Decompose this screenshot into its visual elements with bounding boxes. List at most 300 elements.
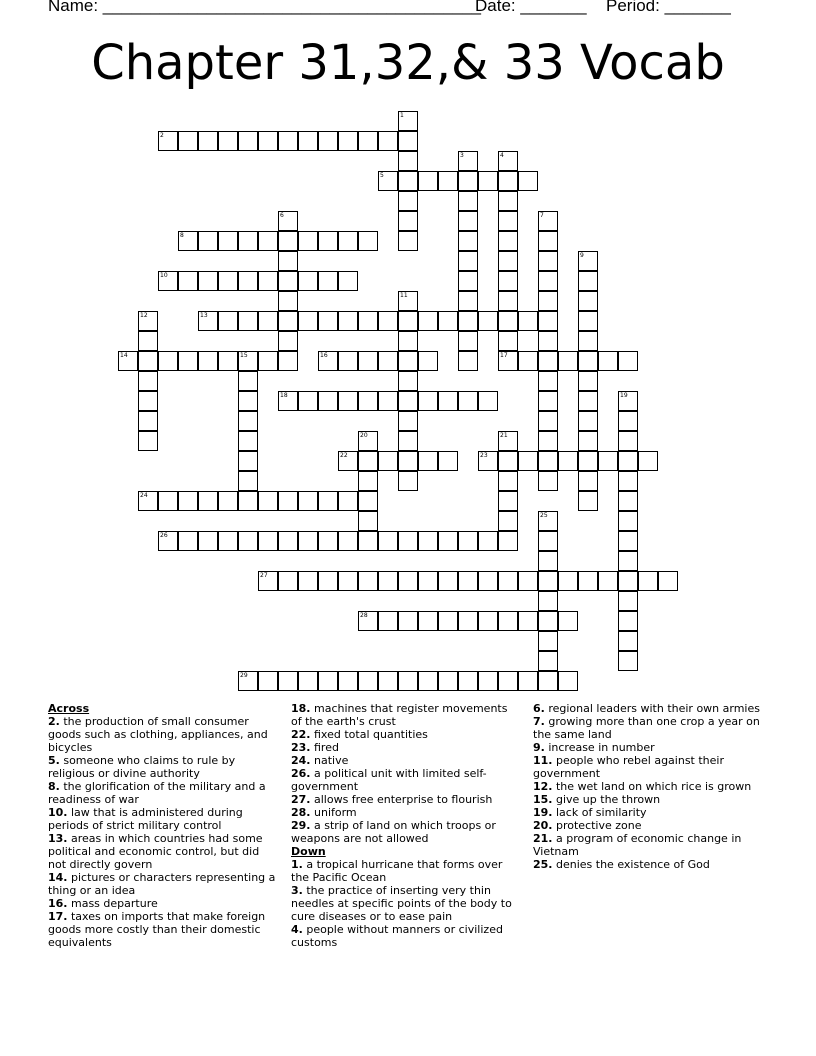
grid-cell[interactable] (378, 391, 398, 411)
grid-cell[interactable] (318, 271, 338, 291)
grid-cell[interactable] (198, 531, 218, 551)
grid-cell[interactable] (578, 291, 598, 311)
grid-cell[interactable] (538, 571, 558, 591)
clue-text: the practice of inserting very thin needles at specific points of the body to cure diseases or to ease pain (291, 884, 512, 923)
grid-cell[interactable] (538, 531, 558, 551)
grid-cell[interactable] (618, 391, 638, 411)
grid-cell[interactable] (158, 351, 178, 371)
grid-cell[interactable] (578, 571, 598, 591)
grid-cell[interactable] (618, 591, 638, 611)
grid-cell[interactable] (358, 451, 378, 471)
grid-cell[interactable] (238, 391, 258, 411)
grid-cell[interactable] (298, 311, 318, 331)
grid-cell[interactable] (338, 571, 358, 591)
period-field[interactable]: Period: _______ (606, 0, 731, 15)
grid-cell[interactable] (218, 311, 238, 331)
grid-cell[interactable] (578, 311, 598, 331)
grid-cell[interactable] (218, 491, 238, 511)
grid-cell[interactable] (578, 411, 598, 431)
grid-cell[interactable] (278, 351, 298, 371)
grid-cell[interactable] (378, 531, 398, 551)
grid-cell[interactable] (138, 391, 158, 411)
grid-cell[interactable] (318, 391, 338, 411)
clue-number: 1 (400, 112, 404, 119)
grid-cell[interactable] (518, 611, 538, 631)
grid-cell[interactable] (398, 131, 418, 151)
grid-cell[interactable] (398, 351, 418, 371)
down-clue (533, 741, 765, 754)
grid-cell[interactable] (498, 351, 518, 371)
grid-cell[interactable] (498, 451, 518, 471)
grid-cell[interactable] (138, 431, 158, 451)
grid-cell[interactable] (258, 311, 278, 331)
grid-cell[interactable] (278, 331, 298, 351)
grid-cell[interactable] (378, 171, 398, 191)
grid-cell[interactable] (178, 531, 198, 551)
grid-cell[interactable] (618, 571, 638, 591)
grid-cell[interactable] (478, 311, 498, 331)
grid-cell[interactable] (338, 391, 358, 411)
grid-cell[interactable] (138, 411, 158, 431)
grid-cell[interactable] (378, 351, 398, 371)
grid-cell[interactable] (458, 291, 478, 311)
grid-cell[interactable] (458, 191, 478, 211)
grid-cell[interactable] (218, 531, 238, 551)
grid-cell[interactable] (198, 351, 218, 371)
grid-cell[interactable] (398, 311, 418, 331)
clue-text: native (310, 754, 349, 767)
grid-cell[interactable] (518, 351, 538, 371)
grid-cell[interactable] (538, 671, 558, 691)
grid-cell[interactable] (538, 451, 558, 471)
grid-cell[interactable] (138, 491, 158, 511)
grid-cell[interactable] (518, 171, 538, 191)
grid-cell[interactable] (498, 211, 518, 231)
clue-text: people without manners or civilized customs (291, 923, 503, 949)
grid-cell[interactable] (358, 431, 378, 451)
grid-cell[interactable] (358, 311, 378, 331)
grid-cell[interactable] (278, 131, 298, 151)
grid-cell[interactable] (198, 131, 218, 151)
clue-label-number: 18. (291, 702, 311, 715)
grid-cell[interactable] (198, 311, 218, 331)
grid-cell[interactable] (538, 511, 558, 531)
grid-cell[interactable] (498, 431, 518, 451)
grid-cell[interactable] (238, 311, 258, 331)
grid-cell[interactable] (298, 571, 318, 591)
grid-cell[interactable] (618, 471, 638, 491)
grid-cell[interactable] (458, 271, 478, 291)
down-clue (291, 923, 521, 949)
grid-cell[interactable] (538, 391, 558, 411)
grid-cell[interactable] (278, 531, 298, 551)
grid-cell[interactable] (438, 391, 458, 411)
grid-cell[interactable] (338, 231, 358, 251)
grid-cell[interactable] (118, 351, 138, 371)
grid-cell[interactable] (558, 571, 578, 591)
grid-cell[interactable] (358, 571, 378, 591)
clue-label-number: 28. (291, 806, 311, 819)
grid-cell[interactable] (538, 611, 558, 631)
grid-cell[interactable] (618, 531, 638, 551)
grid-cell[interactable] (398, 411, 418, 431)
grid-cell[interactable] (358, 531, 378, 551)
grid-cell[interactable] (318, 311, 338, 331)
grid-cell[interactable] (538, 211, 558, 231)
grid-cell[interactable] (358, 231, 378, 251)
grid-cell[interactable] (498, 231, 518, 251)
clue-number: 15 (240, 352, 248, 359)
grid-cell[interactable] (578, 451, 598, 471)
grid-cell[interactable] (238, 351, 258, 371)
grid-cell[interactable] (278, 671, 298, 691)
grid-cell[interactable] (498, 171, 518, 191)
grid-cell[interactable] (618, 611, 638, 631)
grid-cell[interactable] (318, 671, 338, 691)
grid-cell[interactable] (498, 571, 518, 591)
grid-cell[interactable] (658, 571, 678, 591)
grid-cell[interactable] (238, 471, 258, 491)
grid-cell[interactable] (578, 491, 598, 511)
grid-cell[interactable] (378, 131, 398, 151)
grid-cell[interactable] (458, 171, 478, 191)
grid-cell[interactable] (418, 571, 438, 591)
grid-cell[interactable] (398, 471, 418, 491)
grid-cell[interactable] (438, 611, 458, 631)
grid-cell[interactable] (238, 451, 258, 471)
grid-cell[interactable] (498, 471, 518, 491)
grid-cell[interactable] (278, 491, 298, 511)
grid-cell[interactable] (618, 431, 638, 451)
grid-cell[interactable] (318, 231, 338, 251)
grid-cell[interactable] (378, 451, 398, 471)
grid-cell[interactable] (578, 471, 598, 491)
grid-cell[interactable] (458, 251, 478, 271)
clue-text: fixed total quantities (310, 728, 428, 741)
grid-cell[interactable] (538, 231, 558, 251)
grid-cell[interactable] (398, 391, 418, 411)
grid-cell[interactable] (398, 571, 418, 591)
grid-cell[interactable] (398, 371, 418, 391)
grid-cell[interactable] (498, 511, 518, 531)
grid-cell[interactable] (298, 391, 318, 411)
grid-cell[interactable] (138, 351, 158, 371)
grid-cell[interactable] (498, 491, 518, 511)
grid-cell[interactable] (358, 491, 378, 511)
grid-cell[interactable] (558, 671, 578, 691)
grid-cell[interactable] (298, 671, 318, 691)
grid-cell[interactable] (458, 391, 478, 411)
grid-cell[interactable] (618, 511, 638, 531)
grid-cell[interactable] (398, 431, 418, 451)
grid-cell[interactable] (578, 251, 598, 271)
grid-cell[interactable] (578, 431, 598, 451)
grid-cell[interactable] (298, 131, 318, 151)
grid-cell[interactable] (378, 671, 398, 691)
grid-cell[interactable] (578, 331, 598, 351)
grid-cell[interactable] (458, 671, 478, 691)
grid-cell[interactable] (158, 491, 178, 511)
grid-cell[interactable] (318, 531, 338, 551)
grid-cell[interactable] (178, 231, 198, 251)
clue-text: pictures or characters representing a thing or an idea (48, 871, 276, 897)
clue-number: 14 (120, 352, 128, 359)
grid-cell[interactable] (258, 531, 278, 551)
grid-cell[interactable] (538, 291, 558, 311)
grid-cell[interactable] (258, 271, 278, 291)
down-clue-list (291, 858, 521, 949)
grid-cell[interactable] (238, 491, 258, 511)
grid-cell[interactable] (518, 311, 538, 331)
grid-cell[interactable] (238, 411, 258, 431)
grid-cell[interactable] (498, 191, 518, 211)
grid-cell[interactable] (478, 171, 498, 191)
grid-cell[interactable] (538, 271, 558, 291)
grid-cell[interactable] (458, 311, 478, 331)
grid-cell[interactable] (358, 611, 378, 631)
grid-cell[interactable] (378, 611, 398, 631)
grid-cell[interactable] (598, 451, 618, 471)
grid-cell[interactable] (338, 311, 358, 331)
grid-cell[interactable] (398, 191, 418, 211)
grid-cell[interactable] (298, 271, 318, 291)
clue-label-number: 12. (533, 780, 553, 793)
grid-cell[interactable] (458, 531, 478, 551)
grid-cell[interactable] (258, 671, 278, 691)
grid-cell[interactable] (338, 671, 358, 691)
grid-cell[interactable] (278, 231, 298, 251)
grid-cell[interactable] (418, 671, 438, 691)
clue-number: 11 (400, 292, 408, 299)
grid-cell[interactable] (338, 531, 358, 551)
grid-cell[interactable] (458, 231, 478, 251)
grid-cell[interactable] (538, 591, 558, 611)
grid-cell[interactable] (318, 491, 338, 511)
grid-cell[interactable] (558, 351, 578, 371)
grid-cell[interactable] (598, 351, 618, 371)
grid-cell[interactable] (618, 351, 638, 371)
grid-cell[interactable] (278, 271, 298, 291)
clue-label-number: 7. (533, 715, 545, 728)
grid-cell[interactable] (538, 551, 558, 571)
grid-cell[interactable] (538, 631, 558, 651)
grid-cell[interactable] (578, 391, 598, 411)
grid-cell[interactable] (418, 391, 438, 411)
grid-cell[interactable] (358, 131, 378, 151)
grid-cell[interactable] (498, 531, 518, 551)
grid-cell[interactable] (278, 391, 298, 411)
grid-cell[interactable] (618, 651, 638, 671)
grid-cell[interactable] (498, 311, 518, 331)
grid-cell[interactable] (198, 231, 218, 251)
clue-label-number: 29. (291, 819, 311, 832)
grid-cell[interactable] (538, 331, 558, 351)
grid-cell[interactable] (258, 231, 278, 251)
grid-cell[interactable] (438, 451, 458, 471)
grid-cell[interactable] (398, 211, 418, 231)
grid-cell[interactable] (638, 451, 658, 471)
grid-cell[interactable] (358, 671, 378, 691)
grid-cell[interactable] (278, 211, 298, 231)
grid-cell[interactable] (538, 431, 558, 451)
grid-cell[interactable] (178, 271, 198, 291)
grid-cell[interactable] (358, 391, 378, 411)
grid-cell[interactable] (238, 231, 258, 251)
grid-cell[interactable] (398, 671, 418, 691)
grid-cell[interactable] (138, 371, 158, 391)
grid-cell[interactable] (358, 511, 378, 531)
clue-text: protective zone (552, 819, 642, 832)
grid-cell[interactable] (438, 171, 458, 191)
grid-cell[interactable] (238, 671, 258, 691)
grid-cell[interactable] (338, 271, 358, 291)
grid-cell[interactable] (198, 491, 218, 511)
grid-cell[interactable] (378, 571, 398, 591)
grid-cell[interactable] (458, 331, 478, 351)
grid-cell[interactable] (138, 311, 158, 331)
grid-cell[interactable] (498, 671, 518, 691)
grid-cell[interactable] (538, 351, 558, 371)
grid-cell[interactable] (478, 391, 498, 411)
date-field[interactable]: Date: _______ (475, 0, 587, 15)
grid-cell[interactable] (498, 611, 518, 631)
grid-cell[interactable] (278, 291, 298, 311)
grid-cell[interactable] (218, 351, 238, 371)
grid-cell[interactable] (458, 211, 478, 231)
grid-cell[interactable] (518, 451, 538, 471)
grid-cell[interactable] (338, 451, 358, 471)
grid-cell[interactable] (538, 251, 558, 271)
grid-cell[interactable] (638, 571, 658, 591)
grid-cell[interactable] (358, 471, 378, 491)
grid-cell[interactable] (238, 271, 258, 291)
grid-cell[interactable] (478, 571, 498, 591)
grid-cell[interactable] (238, 371, 258, 391)
grid-cell[interactable] (198, 271, 218, 291)
grid-cell[interactable] (458, 571, 478, 591)
grid-cell[interactable] (398, 291, 418, 311)
grid-cell[interactable] (398, 171, 418, 191)
grid-cell[interactable] (418, 531, 438, 551)
grid-cell[interactable] (538, 311, 558, 331)
grid-cell[interactable] (578, 371, 598, 391)
grid-cell[interactable] (538, 471, 558, 491)
grid-cell[interactable] (278, 571, 298, 591)
grid-cell[interactable] (618, 411, 638, 431)
grid-cell[interactable] (258, 571, 278, 591)
grid-cell[interactable] (218, 231, 238, 251)
grid-cell[interactable] (418, 171, 438, 191)
grid-cell[interactable] (398, 151, 418, 171)
grid-cell[interactable] (478, 451, 498, 471)
grid-cell[interactable] (498, 271, 518, 291)
grid-cell[interactable] (458, 351, 478, 371)
grid-cell[interactable] (338, 491, 358, 511)
grid-cell[interactable] (438, 531, 458, 551)
clue-label-number: 20. (533, 819, 553, 832)
grid-cell[interactable] (418, 611, 438, 631)
grid-cell[interactable] (618, 631, 638, 651)
grid-cell[interactable] (578, 271, 598, 291)
grid-cell[interactable] (178, 491, 198, 511)
across-clue (291, 702, 521, 728)
grid-cell[interactable] (438, 311, 458, 331)
grid-cell[interactable] (418, 311, 438, 331)
grid-cell[interactable] (498, 291, 518, 311)
grid-cell[interactable] (138, 331, 158, 351)
grid-cell[interactable] (258, 351, 278, 371)
grid-cell[interactable] (418, 351, 438, 371)
grid-cell[interactable] (278, 251, 298, 271)
grid-cell[interactable] (238, 431, 258, 451)
grid-cell[interactable] (538, 371, 558, 391)
grid-cell[interactable] (318, 131, 338, 151)
grid-cell[interactable] (398, 111, 418, 131)
grid-cell[interactable] (538, 651, 558, 671)
grid-cell[interactable] (258, 131, 278, 151)
grid-cell[interactable] (478, 531, 498, 551)
grid-cell[interactable] (498, 331, 518, 351)
grid-cell[interactable] (258, 491, 278, 511)
grid-cell[interactable] (298, 531, 318, 551)
grid-cell[interactable] (558, 451, 578, 471)
grid-cell[interactable] (338, 131, 358, 151)
grid-cell[interactable] (298, 231, 318, 251)
grid-cell[interactable] (398, 531, 418, 551)
grid-cell[interactable] (218, 131, 238, 151)
grid-cell[interactable] (518, 671, 538, 691)
grid-cell[interactable] (338, 351, 358, 371)
grid-cell[interactable] (438, 571, 458, 591)
grid-cell[interactable] (498, 151, 518, 171)
grid-cell[interactable] (178, 351, 198, 371)
grid-cell[interactable] (398, 331, 418, 351)
grid-cell[interactable] (358, 351, 378, 371)
grid-cell[interactable] (438, 671, 458, 691)
grid-cell[interactable] (298, 491, 318, 511)
grid-cell[interactable] (318, 351, 338, 371)
grid-cell[interactable] (418, 451, 438, 471)
grid-cell[interactable] (478, 611, 498, 631)
grid-cell[interactable] (318, 571, 338, 591)
grid-cell[interactable] (598, 571, 618, 591)
grid-cell[interactable] (558, 611, 578, 631)
grid-cell[interactable] (458, 151, 478, 171)
grid-cell[interactable] (458, 611, 478, 631)
grid-cell[interactable] (618, 491, 638, 511)
grid-cell[interactable] (218, 271, 238, 291)
grid-cell[interactable] (378, 311, 398, 331)
grid-cell[interactable] (618, 451, 638, 471)
grid-cell[interactable] (238, 531, 258, 551)
grid-cell[interactable] (398, 231, 418, 251)
grid-cell[interactable] (158, 531, 178, 551)
grid-cell[interactable] (398, 451, 418, 471)
grid-cell[interactable] (158, 131, 178, 151)
grid-cell[interactable] (238, 131, 258, 151)
grid-cell[interactable] (278, 311, 298, 331)
grid-cell[interactable] (398, 611, 418, 631)
grid-cell[interactable] (578, 351, 598, 371)
grid-cell[interactable] (178, 131, 198, 151)
grid-cell[interactable] (498, 251, 518, 271)
grid-cell[interactable] (478, 671, 498, 691)
grid-cell[interactable] (158, 271, 178, 291)
grid-cell[interactable] (538, 411, 558, 431)
grid-cell[interactable] (618, 551, 638, 571)
grid-cell[interactable] (518, 571, 538, 591)
name-field[interactable]: Name: ________________________________________ (48, 0, 481, 15)
